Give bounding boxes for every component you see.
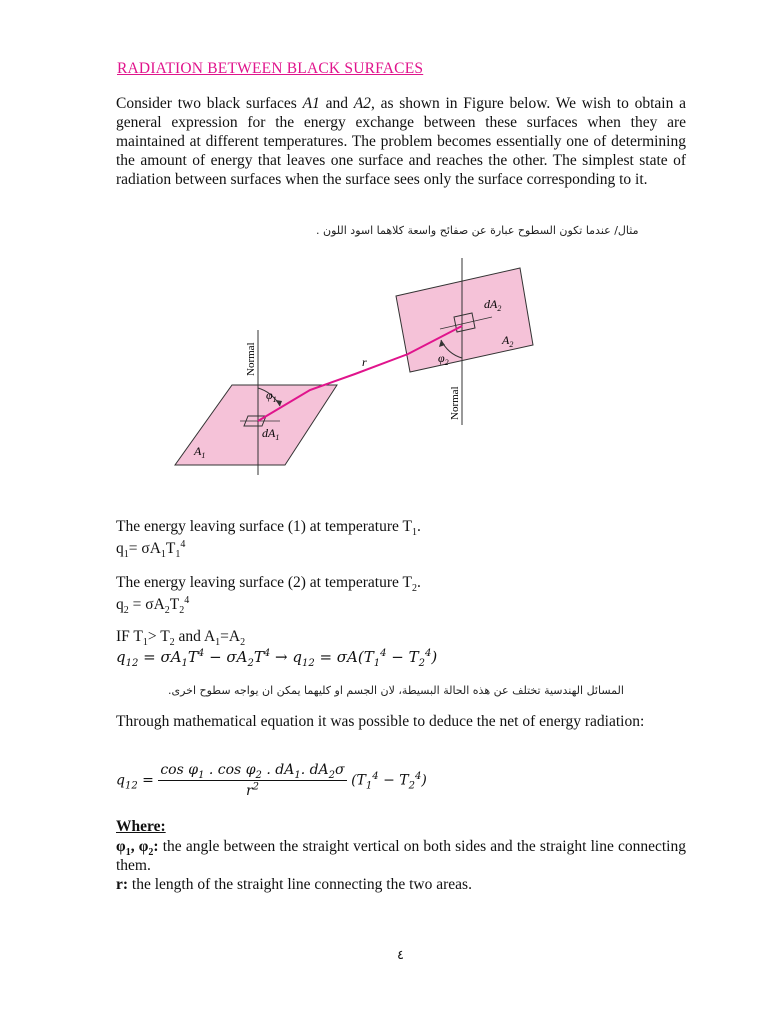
eqn-den-sup: 2: [252, 781, 260, 793]
eqn-num-sigma: σ: [335, 762, 345, 778]
eqn-num-end: . dA: [261, 762, 295, 778]
q1-sub: 1: [123, 549, 129, 561]
eqm-p2-sup: 4: [263, 648, 271, 659]
page-number: ٤: [397, 948, 404, 963]
q2-t-sup: 4: [184, 594, 190, 606]
intro-and: and: [319, 95, 354, 112]
cond-gt: > T: [147, 628, 170, 645]
eqn-equals: =: [137, 772, 159, 789]
eqn-fraction: [158, 762, 346, 799]
radiation-figure: [140, 250, 560, 490]
q2-t-sub: 2: [179, 605, 185, 617]
eqm-lhs: q: [116, 648, 126, 666]
a2-label: $A_2$: [502, 333, 514, 349]
phi-symbols: [116, 838, 159, 859]
r-symbol: r:: [116, 876, 129, 893]
cond-s3: 1: [215, 637, 221, 649]
eqm-lhs-sub: 12: [125, 658, 139, 669]
phi-comma: , φ: [130, 838, 149, 855]
eqn-lhs-sub: 12: [124, 780, 138, 792]
energy-line-1: [116, 518, 421, 539]
a1-label: $A_1$: [194, 444, 206, 460]
eqn-lhs: q: [116, 772, 125, 789]
eqm-part1b: T: [187, 648, 198, 666]
eqn-t1-sub: 1: [365, 780, 373, 792]
eqn-num-sub3: 1: [294, 769, 301, 781]
eqn-num-1: cos φ: [160, 762, 199, 778]
q2-symbol: q: [116, 596, 124, 613]
q2-sub: 2: [123, 605, 129, 617]
eqm-p2-sub: 2: [247, 658, 254, 669]
energy-line-2: [116, 574, 421, 595]
eqn-t2-sup: 4: [414, 770, 422, 782]
q2-a-sub: 2: [164, 605, 170, 617]
where-phi-definition: [116, 837, 686, 875]
phi2-label: $\varphi_2$: [438, 351, 449, 367]
section-heading: RADIATION BETWEEN BLACK SURFACES: [117, 60, 424, 77]
q2-t: T: [169, 596, 180, 613]
eqm-part2b: T: [253, 648, 264, 666]
intro-a2: A2: [353, 95, 371, 112]
q1-t-sup: 4: [180, 538, 186, 550]
energy2-text: The energy leaving surface (2) at temperature T: [116, 574, 412, 591]
normal-label-1: Normal: [245, 342, 257, 376]
eqm-t2-sup: 4: [424, 648, 432, 659]
eqn-paren-close: ): [421, 772, 427, 789]
eqn-num-sub1: 1: [198, 769, 205, 781]
energy1-end: .: [416, 518, 421, 535]
eqn-t1-sup: 4: [372, 770, 379, 782]
equation-q12-simple: [116, 648, 438, 669]
arabic-note-example: مثال/ عندما تكون السطوح عبارة عن صفائح واسعة كلاهما اسود اللون .: [316, 224, 639, 237]
q1-mid: = σA: [128, 540, 161, 557]
eqn-num-end2: . dA: [300, 762, 329, 778]
energy1-text: The energy leaving surface (1) at temperature T: [116, 518, 412, 535]
eqm-close: ): [431, 648, 438, 666]
cond-s4: 2: [240, 637, 246, 649]
surface-a2-plate: [396, 268, 533, 372]
eqm-q2: q: [292, 648, 302, 666]
eqm-t2-sub: 2: [418, 658, 425, 669]
eqm-part1: = σA: [138, 648, 182, 666]
equation-q1: [116, 538, 186, 561]
equation-q12-net: [116, 762, 427, 799]
r-text: the length of the straight line connecting the two areas.: [128, 876, 472, 893]
cond-eq: =A: [220, 628, 241, 645]
eqm-arrow: →: [270, 648, 293, 666]
eqm-mid: − T: [386, 648, 419, 666]
phi-1: φ: [116, 838, 126, 855]
q1-t-sub: 1: [175, 549, 181, 561]
where-r-definition: [116, 876, 472, 894]
da1-label: $dA_1$: [262, 426, 280, 442]
eqn-t2-sub: 2: [408, 780, 415, 792]
eqn-num-sub2: 2: [255, 769, 262, 781]
r-label: r: [362, 355, 367, 369]
condition-line: [116, 628, 246, 649]
cond-s2: 2: [169, 637, 175, 649]
q1-symbol: q: [116, 540, 124, 557]
phi-text: the angle between the straight vertical on both sides and the straight line connecting them.: [116, 838, 686, 874]
cond-s1: 1: [142, 637, 148, 649]
eqm-t1-sub: 1: [373, 658, 381, 669]
q1-t: T: [165, 540, 176, 557]
q2-mid: = σA: [128, 596, 165, 613]
through-paragraph: Through mathematical equation it was possible to deduce the net of energy radiation:: [116, 713, 645, 730]
eqn-num-mid: . cos φ: [204, 762, 256, 778]
cond-if: IF T: [116, 628, 143, 645]
eqn-den-r: r: [245, 783, 253, 799]
eqn-minus: − T: [378, 772, 409, 789]
da2-label: $dA_2$: [484, 297, 502, 313]
arabic-note-engineering: المسائل الهندسية تختلف عن هذه الحالة البسيطة، لان الجسم او كليهما يمكن ان يواجه سطوح اخرى.: [168, 684, 624, 697]
phi-colon: :: [153, 838, 159, 855]
where-label: Where:: [116, 818, 166, 835]
eqm-q2-sub: 12: [301, 658, 315, 669]
phi-s1: 1: [125, 847, 131, 859]
equation-q2: [116, 594, 190, 617]
eqn-denominator: [158, 781, 346, 799]
energy2-sub: 2: [411, 583, 417, 595]
phi-s2: 2: [148, 847, 154, 859]
q1-a-sub: 1: [160, 549, 166, 561]
phi1-label: $\varphi_1$: [266, 388, 277, 404]
eqn-paren-open: (T: [351, 772, 366, 789]
eqm-minus: − σA: [204, 648, 248, 666]
eqm-p1-sub: 1: [181, 658, 188, 669]
energy2-end: .: [416, 574, 421, 591]
eqm-p1-sup: 4: [197, 648, 205, 659]
normal-label-2: Normal: [449, 386, 461, 420]
intro-text-rest: , as shown in Figure below. We wish to obtain a general expression for the energy exchange between these surfaces when they are maintained at different temperatures. The problem becomes essentially one of determining the amount of energy that leaves one surface and reaches the other. The simplest state of radiation between surfaces when the surface sees only the surface corresponding to it.: [116, 95, 686, 188]
eqn-num-sub4: 2: [328, 769, 336, 781]
intro-text: Consider two black surfaces: [116, 95, 303, 112]
intro-a1: A1: [302, 95, 320, 112]
energy1-sub: 1: [411, 527, 417, 539]
eqn-numerator: [158, 762, 346, 781]
eqm-eq2: = σA(T: [314, 648, 374, 666]
cond-and: and A: [174, 628, 216, 645]
eqm-t1-sup: 4: [380, 648, 387, 659]
intro-paragraph: [116, 94, 686, 189]
